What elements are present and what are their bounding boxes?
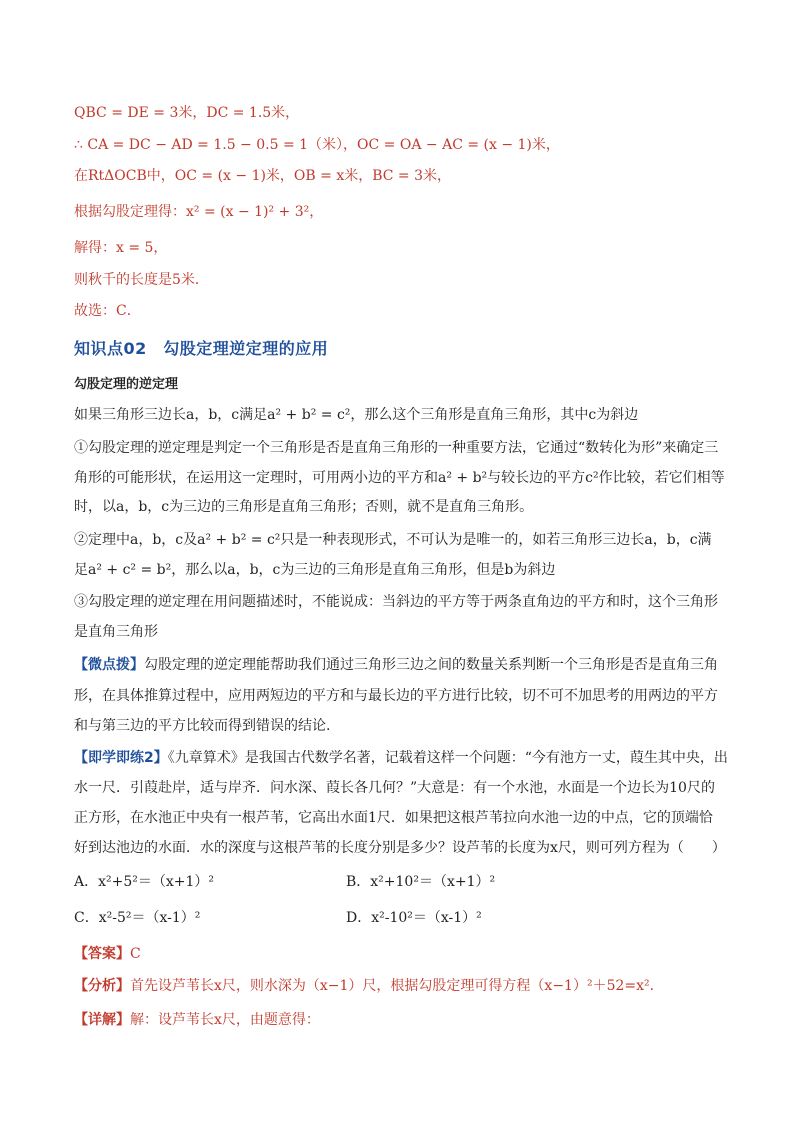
- tip-tag: 【微点拨】: [74, 657, 144, 673]
- exercise-line-1: [74, 748, 728, 768]
- detail-tag: 【详解】: [74, 1012, 130, 1028]
- detail-line: [74, 1010, 320, 1030]
- section-subheading: 勾股定理的逆定理: [74, 377, 179, 392]
- solution-line-6: 则秋千的长度是5米．: [74, 272, 209, 288]
- solution-line-1: QBC = DE = 3米，DC = 1.5米，: [74, 105, 300, 121]
- option-d: D．x²-10²＝（x-1）²: [346, 910, 482, 926]
- answer-tag: 【答案】: [74, 946, 130, 962]
- option-c: C．x²-5²＝（x-1）²: [74, 910, 201, 926]
- note-3-line-2: 是直角三角形: [74, 624, 158, 640]
- detail-text: 解：设芦苇长x尺，由题意得：: [130, 1012, 320, 1028]
- solution-line-4: 根据勾股定理得：x² = (x − 1)² + 3²，: [74, 204, 324, 220]
- exercise-text-1: 《九章算术》是我国古代数学名著，记载着这样一个问题：“今有池方一丈，葭生其中央，出: [167, 750, 728, 766]
- tip-line-3: 和与第三边的平方比较而得到错误的结论.: [74, 718, 331, 734]
- note-1-line-2: 角形的可能形状，在运用这一定理时，可用两小边的平方和a² + b²与较长边的平方c²作比较，若它们相等: [74, 470, 725, 486]
- tip-text-1: 勾股定理的逆定理能帮助我们通过三角形三边之间的数量关系判断一个三角形是否是直角三角: [144, 657, 718, 673]
- tip-line-2: 形，在具体推算过程中，应用两短边的平方和与最长边的平方进行比较，切不可不加思考的用两边的平方: [74, 688, 718, 704]
- note-1-line-3: 时，以a，b，c为三边的三角形是直角三角形；否则，就不是直角三角形。: [74, 499, 534, 515]
- exercise-tag: 【即学即练2】: [74, 750, 168, 766]
- answer-line: [74, 944, 141, 964]
- option-b: B．x²+10²＝（x+1）²: [346, 874, 496, 890]
- exercise-line-4: 好到达池边的水面．水的深度与这根芦苇的长度分别是多少？设芦苇的长度为x尺，则可列方程为（ ）: [74, 840, 726, 856]
- section-heading: 知识点02 勾股定理逆定理的应用: [74, 339, 329, 358]
- exercise-line-3: 正方形，在水池正中央有一根芦苇，它高出水面1尺．如果把这根芦苇拉向水池一边的中点，它的顶端恰: [74, 810, 713, 826]
- theorem-statement: 如果三角形三边长a，b，c满足a² + b² = c²，那么这个三角形是直角三角形，其中c为斜边: [74, 407, 639, 423]
- note-2-line-2: 足a² + c² = b²，那么以a，b，c为三边的三角形是直角三角形，但是b为斜边: [74, 562, 556, 578]
- analysis-text: 首先设芦苇长x尺，则水深为（x−1）尺，根据勾股定理可得方程（x−1）²＋52=x².: [130, 978, 655, 994]
- analysis-line: [74, 976, 654, 996]
- note-2-line-1: ②定理中a，b，c及a² + b² = c²只是一种表现形式，不可认为是唯一的，如若三角形三边长a，b，c满: [74, 532, 712, 548]
- answer-value: C: [130, 946, 141, 962]
- exercise-line-2: 水一尺．引葭赴岸，适与岸齐．问水深、葭长各几何？”大意是：有一个水池，水面是一个边长为10尺的: [74, 780, 715, 796]
- solution-line-5: 解得：x = 5，: [74, 240, 168, 256]
- option-a: A．x²+5²＝（x+1）²: [74, 874, 215, 890]
- solution-line-3: 在RtΔOCB中，OC = (x − 1)米，OB = x米，BC = 3米，: [74, 168, 452, 184]
- note-3-line-1: ③勾股定理的逆定理在用问题描述时，不能说成：当斜边的平方等于两条直角边的平方和时，这个三角形: [74, 594, 718, 610]
- tip-line-1: [74, 655, 718, 675]
- solution-line-7: 故选：C．: [74, 303, 141, 319]
- note-1-line-1: ①勾股定理的逆定理是判定一个三角形是否是直角三角形的一种重要方法，它通过“数转化为形”来确定三: [74, 440, 719, 456]
- solution-line-2: ∴ CA = DC − AD = 1.5 − 0.5 = 1（米），OC = OA − AC = (x − 1)米，: [74, 137, 560, 153]
- analysis-tag: 【分析】: [74, 978, 130, 994]
